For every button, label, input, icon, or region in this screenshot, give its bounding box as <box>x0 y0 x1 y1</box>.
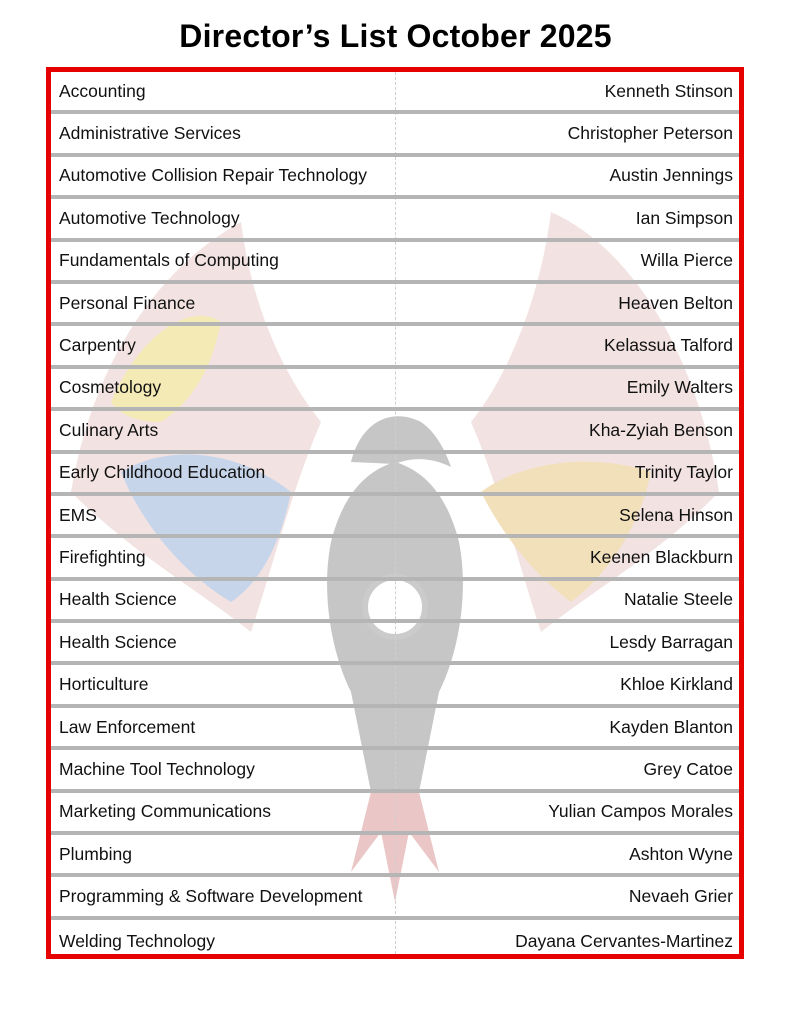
directors-list-table <box>46 67 744 959</box>
program-name: Personal Finance <box>59 292 196 313</box>
table-row <box>51 114 739 156</box>
student-name: Christopher Peterson <box>567 123 733 144</box>
table-row <box>51 242 739 284</box>
student-name: Dayana Cervantes-Martinez <box>515 930 733 951</box>
student-name: Selena Hinson <box>619 504 733 525</box>
page-title: Director’s List October 2025 <box>179 18 612 54</box>
program-name: EMS <box>59 504 97 525</box>
table-row <box>51 877 739 919</box>
program-name: Cosmetology <box>59 377 162 398</box>
program-name: Health Science <box>59 589 177 610</box>
program-name: Law Enforcement <box>59 716 196 737</box>
table-row <box>51 369 739 411</box>
table-row <box>51 199 739 241</box>
table-row <box>51 623 739 665</box>
student-name: Yulian Campos Morales <box>548 801 733 822</box>
student-name: Austin Jennings <box>609 165 733 186</box>
table-row <box>51 835 739 877</box>
program-name: Accounting <box>59 80 146 101</box>
table-row <box>51 750 739 792</box>
student-name: Kenneth Stinson <box>604 80 733 101</box>
student-name: Kayden Blanton <box>609 716 733 737</box>
student-name: Emily Walters <box>626 377 733 398</box>
program-name: Programming & Software Development <box>59 886 363 907</box>
student-name: Kelassua Talford <box>603 335 733 356</box>
student-name: Nevaeh Grier <box>628 886 733 907</box>
program-name: Early Childhood Education <box>59 462 266 483</box>
program-name: Health Science <box>59 631 177 652</box>
program-name: Culinary Arts <box>59 419 159 440</box>
student-name: Kha-Zyiah Benson <box>589 419 733 440</box>
program-name: Administrative Services <box>59 123 241 144</box>
student-name: Ian Simpson <box>635 207 733 228</box>
rows-container <box>51 72 739 954</box>
program-name: Automotive Collision Repair Technology <box>59 165 368 186</box>
program-name: Automotive Technology <box>59 207 240 228</box>
table-row <box>51 538 739 580</box>
student-name: Lesdy Barragan <box>609 631 733 652</box>
student-name: Keenen Blackburn <box>589 546 733 567</box>
table-row <box>51 157 739 199</box>
program-name: Carpentry <box>59 335 136 356</box>
table-row <box>51 496 739 538</box>
program-name: Plumbing <box>59 843 132 864</box>
program-name: Firefighting <box>59 546 146 567</box>
program-name: Fundamentals of Computing <box>59 250 279 271</box>
table-row <box>51 708 739 750</box>
student-name: Grey Catoe <box>643 758 733 779</box>
student-name: Natalie Steele <box>624 589 733 610</box>
table-row <box>51 581 739 623</box>
program-name: Marketing Communications <box>59 801 272 822</box>
student-name: Heaven Belton <box>618 292 733 313</box>
student-name: Willa Pierce <box>640 250 733 271</box>
student-name: Trinity Taylor <box>634 462 733 483</box>
table-row <box>51 920 739 959</box>
program-name: Machine Tool Technology <box>59 758 255 779</box>
table-row <box>51 793 739 835</box>
program-name: Horticulture <box>59 674 149 695</box>
table-row <box>51 411 739 453</box>
table-row <box>51 72 739 114</box>
student-name: Khloe Kirkland <box>620 674 733 695</box>
program-name: Welding Technology <box>59 930 215 951</box>
table-row <box>51 454 739 496</box>
student-name: Ashton Wyne <box>629 843 733 864</box>
table-row <box>51 284 739 326</box>
table-row <box>51 326 739 368</box>
table-row <box>51 665 739 707</box>
